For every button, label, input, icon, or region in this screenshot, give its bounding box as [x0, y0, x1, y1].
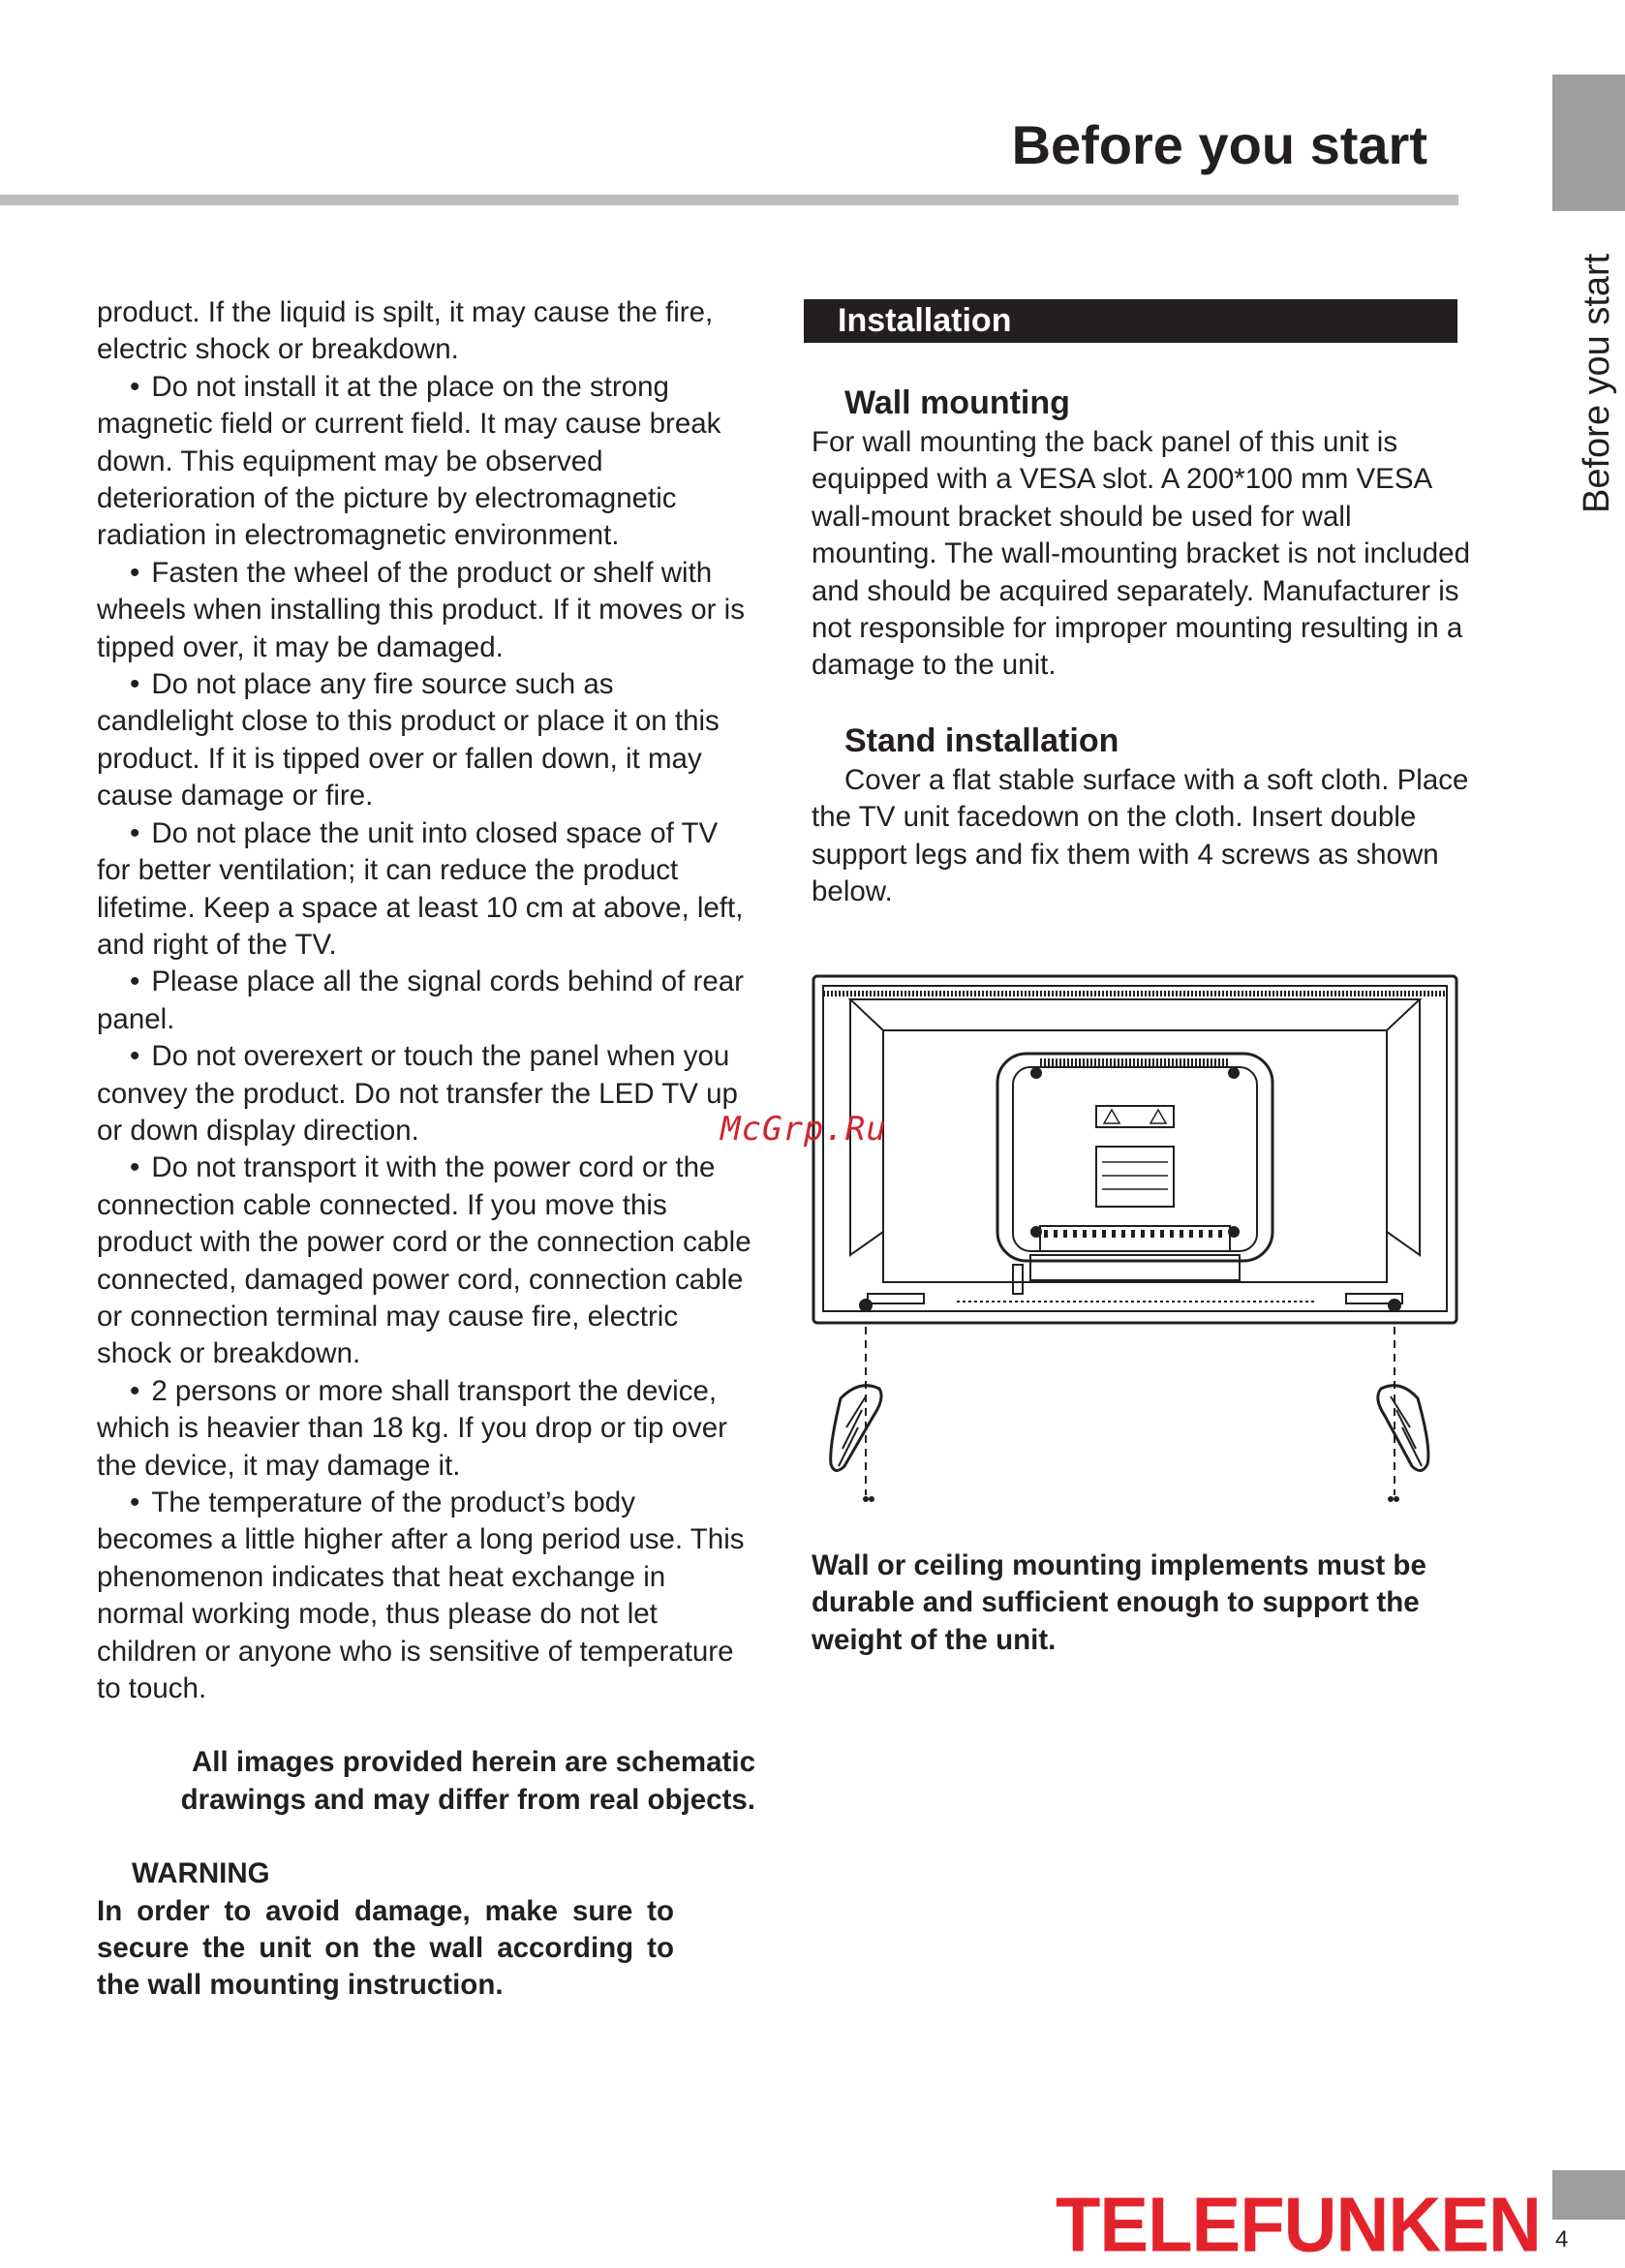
- bullet-item: • Fasten the wheel of the product or shelf with wheels when installing this product. If it moves or is tipped over, it may be damaged.: [97, 555, 755, 666]
- watermark: McGrp.Ru: [721, 1110, 887, 1149]
- page-number-tab: [1552, 2170, 1625, 2220]
- right-column: [812, 382, 1470, 910]
- wall-mounting-text: For wall mounting the back panel of this unit is equipped with a VESA slot. A 200*100 mm VESA wall-mount bracket should be used for wall mounting. The wall-mounting bracket is not included and should be acquired separately. Manufacturer is not responsible for improper mounting resulting in a damage to the unit.: [812, 426, 1470, 682]
- speaker-left: [868, 1294, 924, 1303]
- tv-inner-frame: [823, 986, 1447, 1311]
- bullet-item: • Please place all the signal cords behind of rear panel.: [97, 964, 755, 1038]
- subheading-wall-mounting: Wall mounting: [844, 384, 1070, 421]
- right-bevel: [1387, 999, 1420, 1255]
- bullet-item: • Do not overexert or touch the panel when you convey the product. Do not transfer the LED TV up or down display direction.: [97, 1038, 755, 1149]
- warning-text: In order to avoid damage, make sure to secure the unit on the wall according to the wall mounting instruction.: [97, 1894, 674, 2002]
- warning-title: WARNING: [132, 1857, 270, 1890]
- side-tab-marker: [1552, 75, 1625, 211]
- top-bevel: [850, 999, 1420, 1030]
- screw-hole-right: [1388, 1299, 1401, 1312]
- bullet-item: • The temperature of the product’s body becomes a little higher after a long period use. This phenomenon indicates that heat exchange in normal working mode, thus please do not let children or anyone who is sensitive of temperature to touch.: [97, 1485, 755, 1707]
- bullet-item: • Do not place any fire source such as candlelight close to this product or place it on this product. If it is tipped over or fallen down, it may cause damage or fire.: [97, 666, 755, 815]
- header-divider: [0, 195, 1458, 205]
- bullet-item: • 2 persons or more shall transport the device, which is heavier than 18 kg. If you drop or tip over the device, it may damage it.: [97, 1373, 755, 1485]
- screw-hole-left: [859, 1299, 873, 1312]
- stand-installation-text: Cover a flat stable surface with a soft cloth. Place the TV unit facedown on the cloth. Insert double support legs and fix them with 4 screws as shown below.: [812, 763, 1469, 908]
- page-title: Before you start: [1011, 114, 1427, 175]
- tv-outer-frame: [813, 976, 1456, 1323]
- left-column: [97, 294, 755, 2005]
- side-tab-label: Before you start: [1577, 253, 1617, 513]
- section-header-installation: Installation: [804, 299, 1457, 343]
- rating-label: [1096, 1147, 1174, 1207]
- tv-stand-diagram: [812, 972, 1460, 1515]
- screw-icon: [863, 1496, 869, 1502]
- screw-icon: [1394, 1496, 1399, 1502]
- io-panel: [1040, 1226, 1230, 1251]
- screw-icon: [869, 1496, 874, 1502]
- screw-icon: [1388, 1496, 1394, 1502]
- schematic-note: All images provided herein are schematic drawings and may differ from real objects.: [180, 1746, 755, 1816]
- paragraph-continued: product. If the liquid is spilt, it may cause the fire, electric shock or breakdown.: [97, 296, 714, 366]
- page-number: 4: [1555, 2226, 1569, 2253]
- bullet-item: • Do not place the unit into closed space of TV for better ventilation; it can reduce the product lifetime. Keep a space at least 10 cm at above, left, and right of the TV.: [97, 815, 755, 965]
- figure-caption: Wall or ceiling mounting implements must be durable and sufficient enough to support the weight of the unit.: [812, 1549, 1426, 1656]
- bullet-item: • Do not install it at the place on the strong magnetic field or current field. It may cause break down. This equipment may be observed deterioration of the picture by electromagnetic radiation in electromagnetic environment.: [97, 369, 755, 555]
- brand-logo: TELEFUNKEN: [1056, 2181, 1541, 2268]
- stand-leg-left: [831, 1386, 881, 1471]
- bullet-item: • Do not transport it with the power cord or the connection cable connected. If you move this product with the power cord or the connection cable connected, damaged power cord, connection cable or connection terminal may cause fire, electric shock or breakdown.: [97, 1149, 755, 1372]
- subheading-stand-installation: Stand installation: [844, 721, 1119, 759]
